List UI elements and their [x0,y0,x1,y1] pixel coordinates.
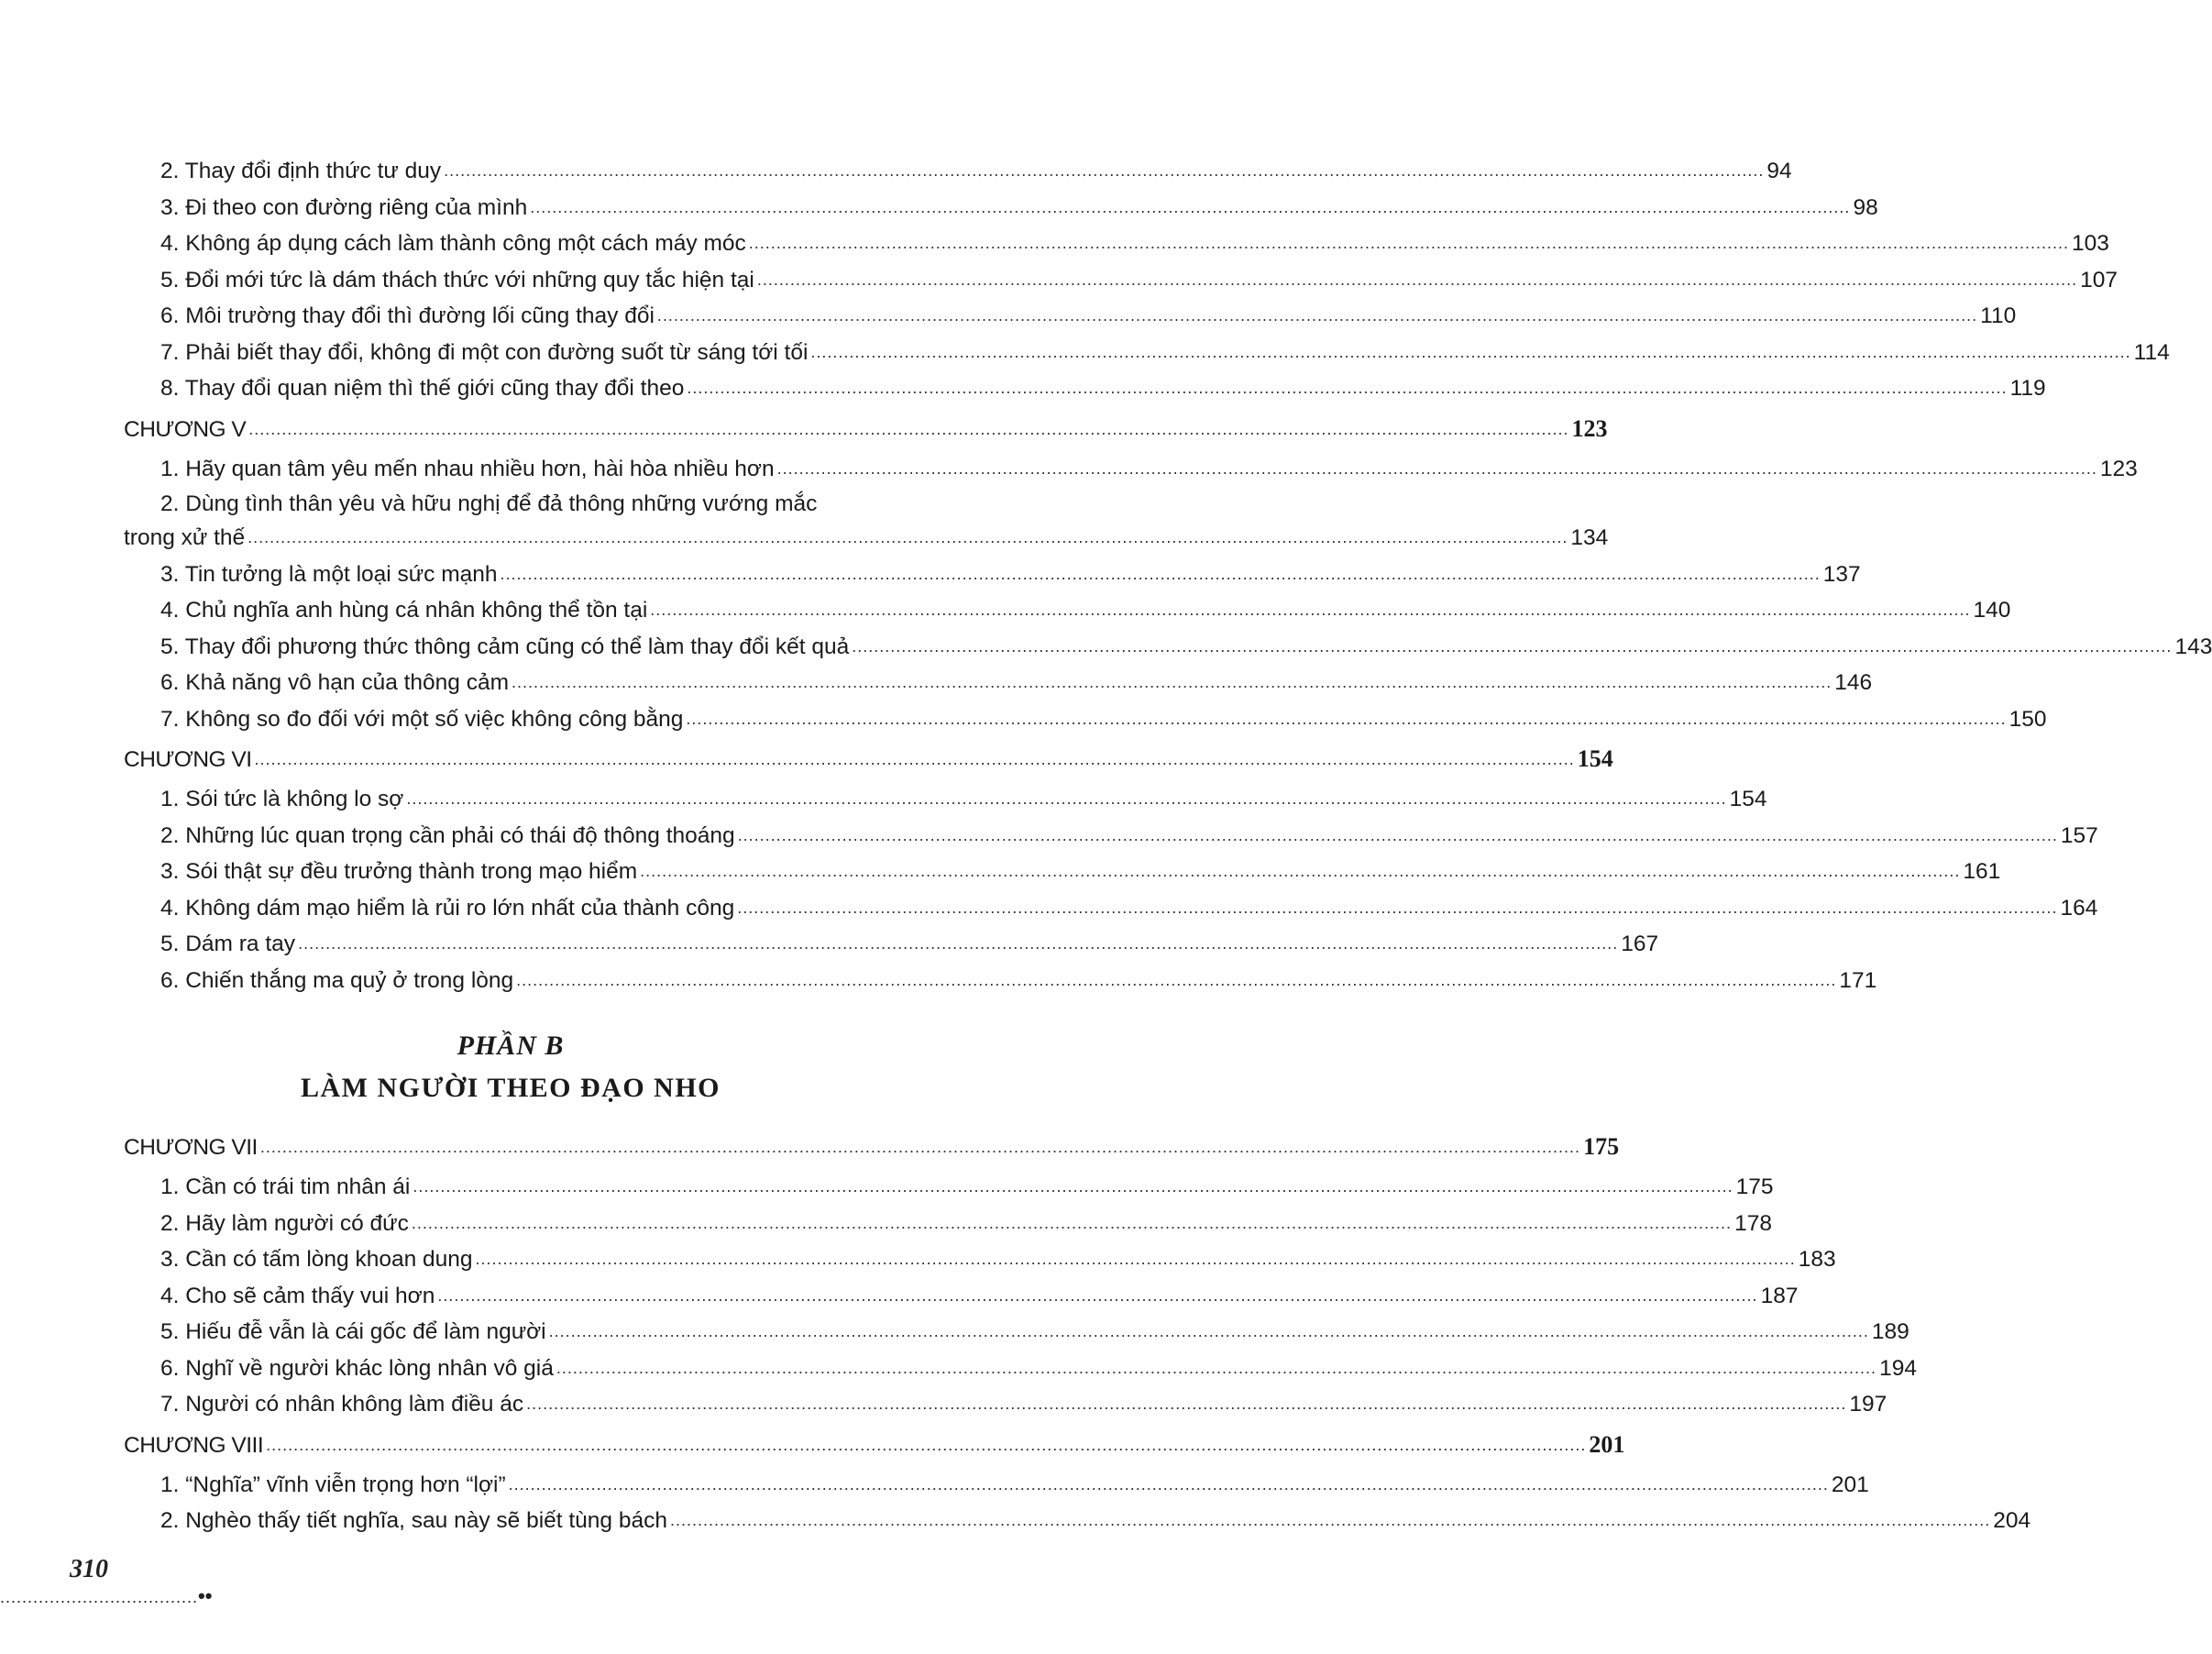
toc-entry[interactable] [124,666,1873,702]
toc-page-number: 164 [2060,895,2098,921]
dot-leader [260,1126,1580,1168]
dot-leader [640,854,1960,889]
dot-leader [737,890,2057,926]
page-footer [0,1555,213,1607]
toc-entry[interactable] [124,1315,1909,1351]
toc-page-number: 167 [1621,932,1659,956]
dot-leader [509,1467,1829,1503]
dot-leader [412,1206,1732,1241]
dot-leader [406,781,1726,817]
toc-page-number: 119 [2009,376,2046,401]
toc-page-number: 154 [1729,787,1767,811]
toc-page-number: 110 [1980,303,2017,328]
part-subtitle: LÀM NGƯỜI THEO ĐẠO NHO [300,1073,721,1103]
toc-entry-title: 1. “Nghĩa” vĩnh viễn trọng hơn “lợi” [160,1472,506,1497]
dot-leader [810,335,2130,370]
part-heading [124,1025,897,1109]
toc-entry-title: 2. Những lúc quan trọng cần phải có thái độ thông thoáng [160,822,735,848]
toc-entry[interactable] [124,1242,1836,1279]
toc-page-number: 175 [1735,1174,1774,1199]
toc-page-number: 178 [1734,1210,1772,1236]
dot-leader [687,370,2007,406]
dot-leader [248,520,1568,556]
toc-entry-title: 4. Không dám mạo hiểm là rủi ro lớn nhất của thành công [160,895,735,921]
toc-page-number: 189 [1871,1319,1909,1344]
toc-entry-title: 3. Sói thật sự đều trưởng thành trong mạo hiểm [160,859,638,884]
toc-page-number: 140 [1973,598,2011,623]
toc-entry-title: 1. Hãy quan tâm yêu mến nhau nhiều hơn, hài hòa nhiều hơn [160,456,775,481]
toc-entry-title: 1. Sói tức là không lo sợ [160,787,404,811]
toc-page-number: 123 [2099,456,2138,481]
toc-entry-title: 5. Đổi mới tức là dám thách thức với những quy tắc hiện tại [160,267,754,292]
toc-entry-title: 3. Cần có tấm lòng khoan dung [160,1247,473,1272]
toc-entry-title: 2. Thay đổi định thức tư duy [160,159,442,183]
toc-entry-title: 2. Hãy làm người có đức [160,1210,409,1236]
toc-chapter-title: CHƯƠNG VI [124,747,252,772]
toc-entry[interactable] [124,1279,1799,1316]
toc-page-number: 150 [2008,706,2047,732]
toc-page-number: 146 [1834,670,1873,695]
toc-page-number: 161 [1963,859,2001,884]
toc-page-number: 123 [1571,414,1608,442]
page-number: 310 [70,1555,108,1583]
toc-page-number: 175 [1583,1133,1620,1160]
dot-leader [556,1351,1876,1386]
toc-entry[interactable] [124,819,2098,855]
toc-entry-title: 6. Môi trường thay đổi thì đường lối cũng thay đổi [160,303,655,328]
toc-page-number: 197 [1849,1392,1887,1417]
dot-leader [749,226,2069,261]
dot-leader [516,963,1836,998]
toc-entry[interactable] [124,371,2046,408]
toc-entry-title: 7. Không so đo đối với một số việc không công bằng [160,706,684,732]
toc-entry[interactable] [124,630,2212,667]
toc-entry[interactable] [124,964,1877,1000]
dot-leader [476,1241,1796,1277]
toc-chapter-title: CHƯƠNG VII [124,1135,258,1160]
toc-page-number: 201 [1589,1430,1625,1458]
dot-leader [413,1169,1733,1205]
dot-leader [530,190,1850,226]
dot-leader [298,926,1618,962]
toc-chapter[interactable] [124,1424,1625,1468]
toc-entry[interactable] [124,702,2047,739]
toc-entry-title: 5. Thay đổi phương thức thông cảm cũng có thể làm thay đổi kết quả [160,634,850,659]
toc-entry-title: 2. Dùng tình thân yêu và hữu nghị để đả thông những vướng mắc [160,491,818,516]
toc-entry[interactable] [124,1170,1774,1207]
toc-entry-title: 3. Tin tưởng là một loại sức mạnh [160,561,498,587]
toc-entry[interactable] [124,336,2170,372]
toc-page-number: 107 [2080,267,2118,292]
toc-page-number: 201 [1831,1472,1869,1497]
toc-entry[interactable] [124,1468,1869,1505]
dot-leader [686,701,2006,737]
toc-entry[interactable] [124,1351,1917,1388]
dot-leader [777,451,2097,487]
toc-page-number: 187 [1760,1283,1799,1308]
toc-page-number: 183 [1798,1247,1836,1272]
toc-page-number: 154 [1577,745,1613,772]
toc-entry[interactable] [124,1387,1887,1424]
dot-leader [248,408,1568,450]
toc-entry[interactable] [124,191,1878,227]
toc-chapter[interactable] [124,1126,1620,1170]
toc-list-top [124,154,2212,999]
dot-leader [512,665,1832,700]
toc-entry[interactable] [124,263,2118,300]
dot-leader [670,1503,1990,1538]
toc-entry[interactable] [124,452,2138,489]
toc-page-number: 204 [1993,1508,2031,1533]
toc-entry-title: 6. Khả năng vô hạn của thông cảm [160,670,510,695]
toc-chapter-title: CHƯƠNG V [124,416,247,442]
toc-page-number: 194 [1879,1355,1917,1381]
toc-chapter[interactable] [124,408,1608,452]
toc-page-number: 114 [2133,339,2170,365]
toc-entry[interactable] [124,855,2001,891]
toc-entry-title: 4. Chủ nghĩa anh hùng cá nhân không thể tồn tại [160,598,648,623]
table-of-contents [124,154,2212,1540]
toc-page-number: 171 [1839,967,1877,993]
toc-entry-title: 8. Thay đổi quan niệm thì thế giới cũng thay đổi theo [160,376,685,401]
toc-page-number: 94 [1766,159,1792,183]
dot-leader [437,1278,1757,1314]
toc-entry-title: 7. Người có nhân không làm điều ác [160,1392,524,1417]
toc-entry-title: 4. Không áp dụng cách làm thành công một cách máy móc [160,231,746,256]
dot-leader [657,298,1977,334]
toc-entry-title: 3. Đi theo con đường riêng của mình [160,194,528,220]
part-title: PHẦN B [457,1031,565,1061]
dot-leader [650,592,1970,628]
toc-entry-title: 2. Nghèo thấy tiết nghĩa, sau này sẽ biết tùng bách [160,1508,667,1533]
toc-entry[interactable] [124,557,1861,594]
toc-page-number: 98 [1853,194,1878,220]
toc-entry[interactable] [124,891,2098,928]
toc-entry-title: 4. Cho sẽ cảm thấy vui hơn [160,1283,435,1308]
toc-page-number: 134 [1570,525,1609,550]
toc-page-number: 137 [1822,561,1861,587]
dot-leader [526,1386,1846,1422]
toc-entry[interactable] [124,782,1767,819]
toc-entry-title: 7. Phải biết thay đổi, không đi một con đường suốt từ sáng tới tối [160,339,809,365]
dot-leader [266,1424,1586,1466]
toc-entry[interactable] [124,593,2011,630]
toc-page-number: 103 [2071,231,2109,256]
toc-page-number: 143 [2174,634,2212,659]
toc-chapter[interactable] [124,738,1613,782]
dot-leader [852,629,2172,665]
toc-entry-title: 5. Hiếu đễ vẫn là cái gốc để làm người [160,1319,546,1344]
dot-leader [549,1314,1869,1350]
toc-entry-title: 1. Cần có trái tim nhân ái [160,1174,411,1199]
dot-leader [255,738,1575,780]
toc-entry-title: 6. Chiến thắng ma quỷ ở trong lòng [160,967,514,993]
dot-leader [738,818,2058,854]
toc-entry[interactable] [124,226,2109,263]
toc-entry[interactable] [124,299,2017,336]
toc-entry[interactable] [124,1504,2031,1540]
toc-entry[interactable] [124,1207,1772,1243]
dot-leader [444,153,1764,189]
toc-entry-title: 6. Nghĩ về người khác lòng nhân vô giá [160,1355,554,1381]
toc-entry[interactable] [124,521,1609,557]
toc-entry-line [124,488,897,521]
toc-entry-title: 5. Dám ra tay [160,932,296,956]
toc-entry-title-continued: trong xử thế [124,525,246,550]
toc-page-number: 157 [2060,822,2098,848]
toc-entry[interactable] [124,927,1659,964]
toc-list-bottom [124,1126,2031,1540]
dot-leader [757,262,2077,298]
footer-dot-leader: ....................................•• [0,1584,213,1607]
toc-chapter-title: CHƯƠNG VIII [124,1432,264,1458]
toc-entry[interactable] [124,154,1792,191]
dot-leader [501,557,1821,592]
